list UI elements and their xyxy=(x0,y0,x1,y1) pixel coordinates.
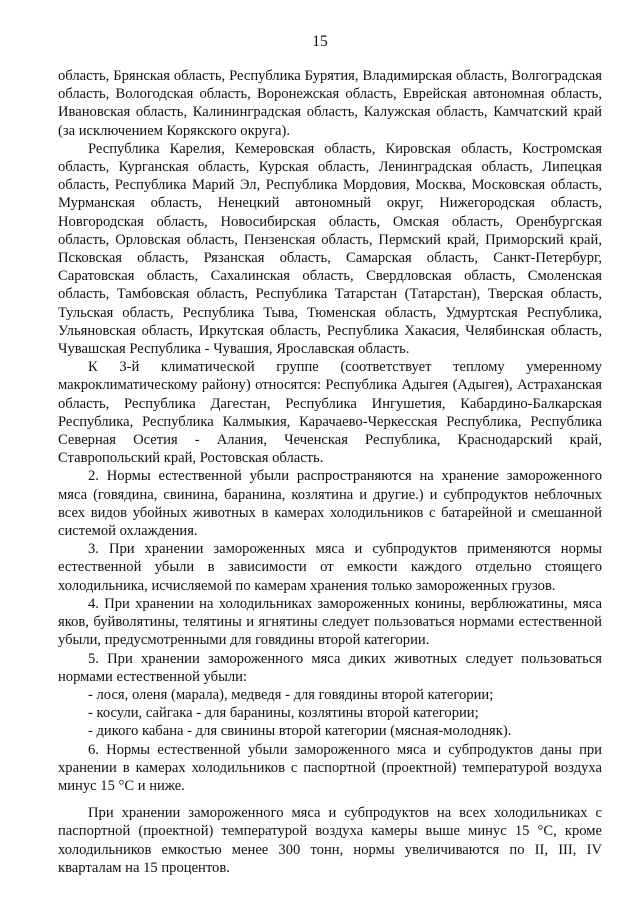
paragraph-item-4: 4. При хранении на холодильниках замороженных конины, верблюжатины, мяса яков, буйволятины, телятины и ягнятины следует пользоваться нормами естественной убыли, предусмотренными для говядины второй категории. xyxy=(58,595,602,649)
paragraph-temperature-increase: При хранении замороженного мяса и субпродуктов на всех холодильниках с паспортной (проектной) температурой воздуха камеры выше минус 15 °С, кроме холодильников емкостью менее 300 тонн, нормы увеличиваются по II, III, IV кварталам на 15 процентов. xyxy=(58,805,602,876)
paragraph-item-2: 2. Нормы естественной убыли распространяются на хранение замороженного мяса (говядина, свинина, баранина, козлятина и другие.) и субпродуктов неблочных всех видов убойных животных в камерах холодильников с батарейной и смешанной системой охлаждения. xyxy=(58,468,602,540)
paragraph-item-5: 5. При хранении замороженного мяса диких животных следует пользоваться нормами естественной убыли: xyxy=(58,650,602,685)
list-item-elk-deer-bear: - лося, оленя (марала), медведя - для говядины второй категории; xyxy=(88,686,494,703)
list-item-wild-boar: - дикого кабана - для свинины второй категории (мясная-молодняк). xyxy=(88,723,512,740)
paragraph-item-6: 6. Нормы естественной убыли замороженного мяса и субпродуктов даны при хранении в камерах холодильников с паспортной (проектной) температурой воздуха минус 15 °С и ниже. xyxy=(58,741,602,794)
paragraph-climate-group-3: К 3-й климатической группе (соответствует теплому умеренному макроклиматическому району) относятся: Республика Адыгея (Адыгея), Астраханская область, Республика Дагестан, Республика Ингушетия, Кабардино-Балкарская Республика, Республика Калмыкия, Карачаево-Черкесская Республика, Республика Северная Осетия - Алания, Чеченская Республика, Краснодарский край, Ставропольский край, Ростовская область. xyxy=(58,359,602,467)
list-item-roe-saiga: - косули, сайгака - для баранины, козлятины второй категории; xyxy=(88,705,479,722)
paragraph-regions-continued: область, Брянская область, Республика Бурятия, Владимирская область, Волгоградская область, Вологодская область, Воронежская область, Еврейская автономная область, Ивановская область, Калининградская область, Калужская область, Камчатский край (за исключением Корякского округа). xyxy=(58,68,602,139)
document-body xyxy=(58,67,602,877)
paragraph-regions-list: Республика Карелия, Кемеровская область, Кировская область, Костромская область, Курганская область, Курская область, Ленинградская область, Липецкая область, Республика Марий Эл, Республика Мордовия, Москва, Московская область, Мурманская область, Ненецкий автономный округ, Нижегородская область, Новгородская область, Новосибирская область, Омская область, Оренбургская область, Орловская область, Пензенская область, Пермский край, Приморский край, Псковская область, Рязанская область, Самарская область, Санкт-Петербург, Саратовская область, Сахалинская область, Свердловская область, Смоленская область, Тамбовская область, Республика Татарстан (Татарстан), Тверская область, Тульская область, Республика Тыва, Тюменская область, Удмуртская Республика, Ульяновская область, Иркутская область, Республика Хакасия, Челябинская область, Чувашская Республика - Чувашия, Ярославская область. xyxy=(58,140,602,358)
page-number: 15 xyxy=(312,33,328,50)
paragraph-item-3: 3. При хранении замороженных мяса и субпродуктов применяются нормы естественной убыли в зависимости от емкости каждого отдельно стоящего холодильника, исчисляемой по камерам хранения только замороженных грузов. xyxy=(58,541,602,594)
